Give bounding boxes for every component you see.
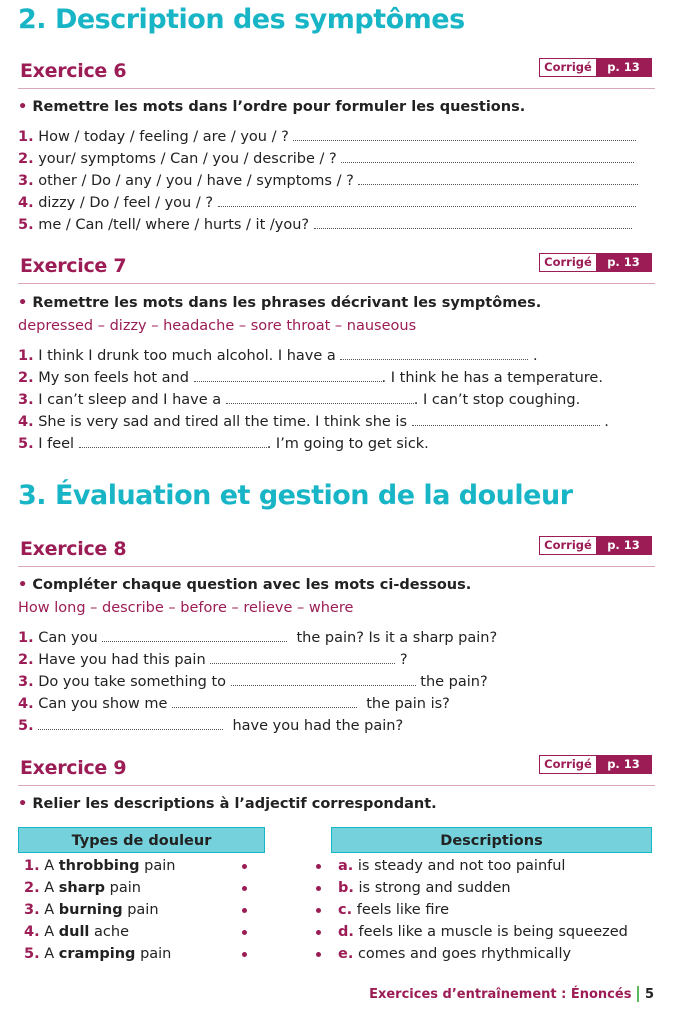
list-item: 5. me / Can /tell/ where / hurts / it /you? (18, 215, 632, 235)
list-item: 4. She is very sad and tired all the time. I think she is . (18, 414, 609, 430)
instruction: • Remettre les mots dans les phrases décrivant les symptômes. (18, 295, 542, 311)
match-dot-left[interactable] (242, 908, 247, 913)
word-bank: How long – describe – before – relieve – where (18, 600, 354, 616)
match-dot-left[interactable] (242, 886, 247, 891)
column-header-types: Types de douleur (18, 827, 265, 853)
section-title: 2. Description des symptômes (18, 4, 465, 35)
word-bank: depressed – dizzy – headache – sore throat – nauseous (18, 318, 417, 334)
exercise-header (18, 755, 655, 786)
list-item: 3. Do you take something to the pain? (18, 674, 488, 690)
match-right-item: b. is strong and sudden (338, 880, 511, 896)
page-number: 5 (644, 986, 654, 1002)
column-header-descriptions: Descriptions (331, 827, 652, 853)
match-dot-right[interactable] (316, 886, 321, 891)
match-dot-left[interactable] (242, 864, 247, 869)
list-item: 3. other / Do / any / you / have / symptoms / ? (18, 171, 638, 191)
match-dot-right[interactable] (316, 864, 321, 869)
match-right-item: e. comes and goes rhythmically (338, 946, 572, 962)
match-left-item: 3. A burning pain (24, 902, 159, 918)
corrige-page: p. 13 (596, 756, 651, 773)
list-item: 1. Can you the pain? Is it a sharp pain? (18, 630, 498, 646)
list-item: 1. How / today / feeling / are / you / ? (18, 127, 636, 147)
list-item: 5. have you had the pain? (18, 718, 404, 734)
exercise-title: Exercice 7 (20, 255, 127, 277)
exercise-title: Exercice 8 (20, 538, 127, 560)
exercise-header (18, 536, 655, 567)
exercise-title: Exercice 9 (20, 757, 127, 779)
match-dot-left[interactable] (242, 952, 247, 957)
list-item: 1. I think I drunk too much alcohol. I have a . (18, 348, 538, 364)
match-dot-right[interactable] (316, 952, 321, 957)
corrige-link[interactable] (539, 755, 652, 774)
match-right-item: c. feels like fire (338, 902, 450, 918)
corrige-page: p. 13 (596, 254, 651, 271)
match-left-item: 2. A sharp pain (24, 880, 141, 896)
match-left-item: 4. A dull ache (24, 924, 129, 940)
exercise-header (18, 253, 655, 284)
match-dot-right[interactable] (316, 908, 321, 913)
corrige-label: Corrigé (540, 537, 596, 554)
corrige-page: p. 13 (596, 537, 651, 554)
page-footer (369, 986, 654, 1002)
section-title: 3. Évaluation et gestion de la douleur (18, 480, 573, 511)
instruction: • Compléter chaque question avec les mots ci-dessous. (18, 577, 472, 593)
list-item: 5. I feel . I’m going to get sick. (18, 436, 429, 452)
exercise-header (18, 58, 655, 89)
list-item: 3. I can’t sleep and I have a . I can’t stop coughing. (18, 392, 581, 408)
list-item: 4. dizzy / Do / feel / you / ? (18, 193, 636, 213)
footer-text: Exercices d’entraînement : Énoncés (369, 986, 632, 1002)
corrige-link[interactable] (539, 253, 652, 272)
corrige-label: Corrigé (540, 59, 596, 76)
list-item: 2. My son feels hot and . I think he has a temperature. (18, 370, 603, 386)
exercise-title: Exercice 6 (20, 60, 127, 82)
instruction: • Remettre les mots dans l’ordre pour formuler les questions. (18, 99, 526, 115)
corrige-label: Corrigé (540, 756, 596, 773)
corrige-link[interactable] (539, 536, 652, 555)
corrige-link[interactable] (539, 58, 652, 77)
match-left-item: 1. A throbbing pain (24, 858, 176, 874)
list-item: 2. your/ symptoms / Can / you / describe / ? (18, 149, 634, 169)
match-left-item: 5. A cramping pain (24, 946, 172, 962)
corrige-label: Corrigé (540, 254, 596, 271)
corrige-page: p. 13 (596, 59, 651, 76)
match-right-item: d. feels like a muscle is being squeezed (338, 924, 628, 940)
match-dot-right[interactable] (316, 930, 321, 935)
footer-divider (637, 986, 639, 1002)
list-item: 2. Have you had this pain ? (18, 652, 408, 668)
list-item: 4. Can you show me the pain is? (18, 696, 450, 712)
instruction: • Relier les descriptions à l’adjectif correspondant. (18, 796, 437, 812)
match-dot-left[interactable] (242, 930, 247, 935)
match-right-item: a. is steady and not too painful (338, 858, 566, 874)
